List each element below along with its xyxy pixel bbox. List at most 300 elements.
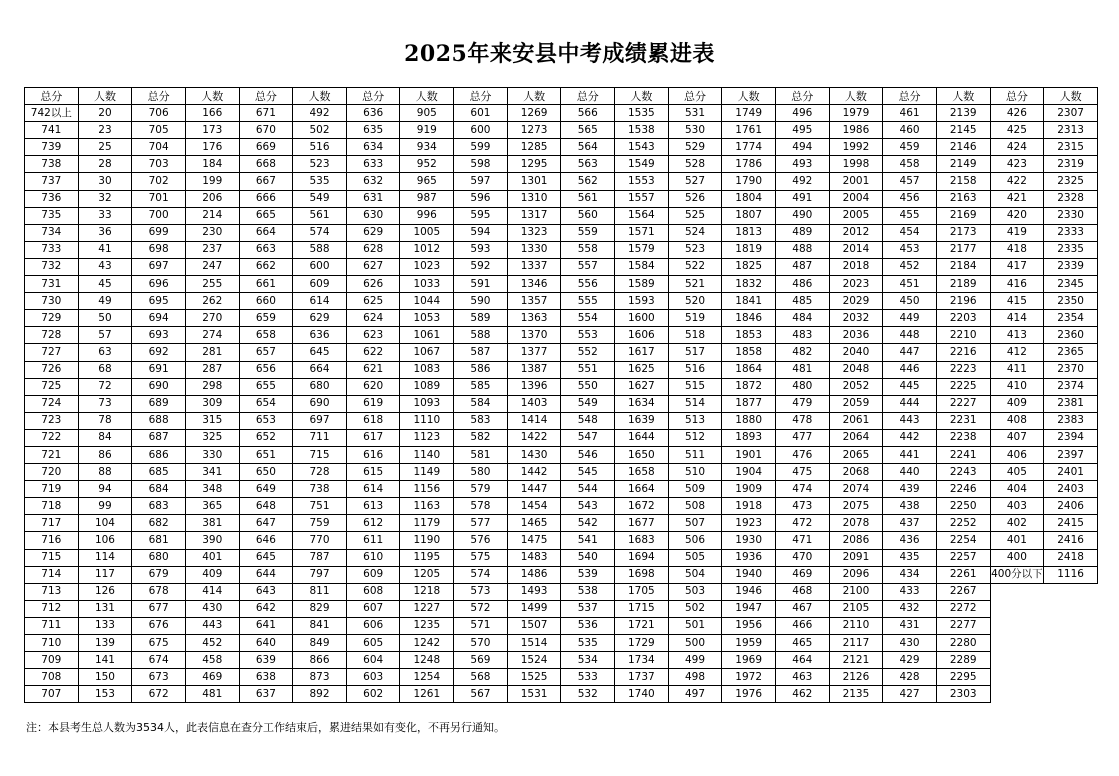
cell-count: 1507	[507, 617, 561, 634]
cell-count: 94	[78, 481, 132, 498]
table-row	[25, 395, 1098, 412]
cell-empty	[1044, 617, 1098, 634]
cell-total-score: 634	[346, 139, 400, 156]
cell-count: 176	[185, 139, 239, 156]
cell-count: 841	[293, 617, 347, 634]
table-row	[25, 361, 1098, 378]
cell-total-score: 721	[25, 446, 79, 463]
cell-total-score: 666	[239, 190, 293, 207]
cell-total-score: 619	[346, 395, 400, 412]
cell-total-score: 561	[561, 190, 615, 207]
table-row	[25, 224, 1098, 241]
cell-total-score: 595	[454, 207, 508, 224]
cell-total-score: 672	[132, 686, 186, 703]
header-total-score: 总分	[239, 88, 293, 105]
table-row	[25, 515, 1098, 532]
cell-total-score: 682	[132, 515, 186, 532]
cell-total-score: 499	[668, 652, 722, 669]
cell-total-score: 506	[668, 532, 722, 549]
cell-total-score: 615	[346, 464, 400, 481]
table-row	[25, 686, 1098, 703]
cell-total-score: 430	[883, 635, 937, 652]
cell-total-score: 719	[25, 481, 79, 498]
cell-total-score: 613	[346, 498, 400, 515]
cell-count: 892	[293, 686, 347, 703]
cell-total-score: 546	[561, 446, 615, 463]
cell-total-score: 601	[454, 105, 508, 122]
cell-count: 2370	[1044, 361, 1098, 378]
cell-count: 2117	[829, 635, 883, 652]
cell-total-score: 462	[775, 686, 829, 703]
cell-count: 2059	[829, 395, 883, 412]
cell-count: 458	[185, 652, 239, 669]
cell-count: 1486	[507, 566, 561, 583]
cell-count: 1123	[400, 429, 454, 446]
table-row	[25, 258, 1098, 275]
cell-total-score: 703	[132, 156, 186, 173]
cell-count: 2325	[1044, 173, 1098, 190]
cell-count: 2210	[936, 327, 990, 344]
cell-total-score: 412	[990, 344, 1044, 361]
cell-total-score: 444	[883, 395, 937, 412]
cell-total-score: 475	[775, 464, 829, 481]
cell-total-score: 558	[561, 241, 615, 258]
cell-total-score: 680	[132, 549, 186, 566]
cell-total-score: 671	[239, 105, 293, 122]
cell-total-score: 722	[25, 429, 79, 446]
cell-total-score: 433	[883, 583, 937, 600]
cell-total-score: 512	[668, 429, 722, 446]
cell-total-score: 643	[239, 583, 293, 600]
cell-total-score: 458	[883, 156, 937, 173]
cell-total-score: 645	[239, 549, 293, 566]
cell-total-score: 555	[561, 293, 615, 310]
cell-total-score: 650	[239, 464, 293, 481]
cell-count: 341	[185, 464, 239, 481]
header-total-score: 总分	[775, 88, 829, 105]
cell-count: 1698	[615, 566, 669, 583]
cell-count: 1254	[400, 669, 454, 686]
cell-total-score: 609	[346, 566, 400, 583]
cell-total-score: 662	[239, 258, 293, 275]
cell-count: 1447	[507, 481, 561, 498]
cell-total-score: 616	[346, 446, 400, 463]
cell-count: 1940	[722, 566, 776, 583]
cell-count: 680	[293, 378, 347, 395]
cell-count: 1864	[722, 361, 776, 378]
cell-total-score: 629	[346, 224, 400, 241]
cell-count: 2075	[829, 498, 883, 515]
cell-empty	[1044, 583, 1098, 600]
cell-count: 1986	[829, 122, 883, 139]
cell-total-score: 565	[561, 122, 615, 139]
cell-count: 1901	[722, 446, 776, 463]
cell-total-score: 435	[883, 549, 937, 566]
cell-count: 1377	[507, 344, 561, 361]
cell-total-score: 699	[132, 224, 186, 241]
cell-total-score: 465	[775, 635, 829, 652]
cell-total-score: 697	[132, 258, 186, 275]
cell-count: 1786	[722, 156, 776, 173]
cell-count: 114	[78, 549, 132, 566]
cell-count: 2061	[829, 412, 883, 429]
cell-count: 1285	[507, 139, 561, 156]
cell-count: 1317	[507, 207, 561, 224]
cell-count: 2315	[1044, 139, 1098, 156]
cell-count: 1606	[615, 327, 669, 344]
table-body	[25, 105, 1098, 703]
cell-count: 141	[78, 652, 132, 669]
cell-count: 2091	[829, 549, 883, 566]
cell-total-score: 529	[668, 139, 722, 156]
cell-total-score: 708	[25, 669, 79, 686]
cell-count: 2280	[936, 635, 990, 652]
cell-count: 1715	[615, 600, 669, 617]
cell-total-score: 605	[346, 635, 400, 652]
cell-total-score: 731	[25, 276, 79, 293]
cell-count: 1918	[722, 498, 776, 515]
cell-count: 262	[185, 293, 239, 310]
table-row	[25, 378, 1098, 395]
cell-count: 133	[78, 617, 132, 634]
cell-total-score: 664	[239, 224, 293, 241]
cell-count: 390	[185, 532, 239, 549]
cell-total-score: 554	[561, 310, 615, 327]
cell-count: 811	[293, 583, 347, 600]
cell-total-score: 729	[25, 310, 79, 327]
cell-count: 166	[185, 105, 239, 122]
cell-count: 1531	[507, 686, 561, 703]
cell-total-score: 741	[25, 122, 79, 139]
cell-count: 25	[78, 139, 132, 156]
cell-total-score: 477	[775, 429, 829, 446]
cell-total-score: 657	[239, 344, 293, 361]
cell-total-score: 547	[561, 429, 615, 446]
header-count: 人数	[722, 88, 776, 105]
cell-total-score: 687	[132, 429, 186, 446]
cell-total-score: 523	[668, 241, 722, 258]
cell-total-score: 570	[454, 635, 508, 652]
cell-count: 409	[185, 566, 239, 583]
cell-count: 2189	[936, 276, 990, 293]
cell-count: 153	[78, 686, 132, 703]
cell-count: 199	[185, 173, 239, 190]
cell-count: 1396	[507, 378, 561, 395]
cell-count: 1273	[507, 122, 561, 139]
cell-total-score: 639	[239, 652, 293, 669]
table-row	[25, 549, 1098, 566]
cell-count: 68	[78, 361, 132, 378]
cell-total-score: 653	[239, 412, 293, 429]
cell-total-score: 725	[25, 378, 79, 395]
cell-count: 1553	[615, 173, 669, 190]
cell-total-score: 409	[990, 395, 1044, 412]
cell-count: 33	[78, 207, 132, 224]
cell-total-score: 637	[239, 686, 293, 703]
cell-count: 2196	[936, 293, 990, 310]
cell-total-score: 507	[668, 515, 722, 532]
cell-count: 1242	[400, 635, 454, 652]
cell-total-score: 670	[239, 122, 293, 139]
cell-count: 2303	[936, 686, 990, 703]
cell-count: 1959	[722, 635, 776, 652]
cell-count: 588	[293, 241, 347, 258]
cell-total-score: 400	[990, 549, 1044, 566]
cell-total-score: 533	[561, 669, 615, 686]
cell-count: 523	[293, 156, 347, 173]
header-total-score: 总分	[346, 88, 400, 105]
cell-count: 2257	[936, 549, 990, 566]
cell-count: 2365	[1044, 344, 1098, 361]
cell-total-score: 428	[883, 669, 937, 686]
table-row	[25, 498, 1098, 515]
header-count: 人数	[936, 88, 990, 105]
table-row	[25, 617, 1098, 634]
cell-count: 1205	[400, 566, 454, 583]
cell-count: 1625	[615, 361, 669, 378]
cell-total-score: 724	[25, 395, 79, 412]
cell-count: 2416	[1044, 532, 1098, 549]
cell-total-score: 668	[239, 156, 293, 173]
header-total-score: 总分	[668, 88, 722, 105]
cell-total-score: 535	[561, 635, 615, 652]
cell-count: 281	[185, 344, 239, 361]
cell-total-score: 560	[561, 207, 615, 224]
cell-total-score: 400分以下	[990, 566, 1044, 583]
cell-count: 787	[293, 549, 347, 566]
cell-total-score: 640	[239, 635, 293, 652]
cell-count: 1644	[615, 429, 669, 446]
cell-total-score: 448	[883, 327, 937, 344]
cell-total-score: 401	[990, 532, 1044, 549]
cell-total-score: 625	[346, 293, 400, 310]
cell-count: 2001	[829, 173, 883, 190]
cell-count: 1442	[507, 464, 561, 481]
cell-total-score: 717	[25, 515, 79, 532]
cell-count: 2100	[829, 583, 883, 600]
cell-count: 1627	[615, 378, 669, 395]
cell-total-score: 686	[132, 446, 186, 463]
cell-total-score: 569	[454, 652, 508, 669]
cell-count: 2005	[829, 207, 883, 224]
cell-total-score: 403	[990, 498, 1044, 515]
cell-total-score: 576	[454, 532, 508, 549]
cell-total-score: 679	[132, 566, 186, 583]
cell-count: 2149	[936, 156, 990, 173]
cell-count: 1946	[722, 583, 776, 600]
cell-count: 2406	[1044, 498, 1098, 515]
cell-count: 1044	[400, 293, 454, 310]
cell-total-score: 575	[454, 549, 508, 566]
cell-total-score: 585	[454, 378, 508, 395]
cell-count: 1301	[507, 173, 561, 190]
cell-total-score: 471	[775, 532, 829, 549]
cell-total-score: 511	[668, 446, 722, 463]
cell-total-score: 691	[132, 361, 186, 378]
cell-count: 829	[293, 600, 347, 617]
cell-total-score: 416	[990, 276, 1044, 293]
cell-count: 1089	[400, 378, 454, 395]
cell-count: 715	[293, 446, 347, 463]
cell-total-score: 534	[561, 652, 615, 669]
cell-total-score: 452	[883, 258, 937, 275]
table-row	[25, 669, 1098, 686]
cell-count: 2243	[936, 464, 990, 481]
cell-total-score: 727	[25, 344, 79, 361]
cell-total-score: 706	[132, 105, 186, 122]
cell-count: 1740	[615, 686, 669, 703]
cell-total-score: 538	[561, 583, 615, 600]
cell-total-score: 483	[775, 327, 829, 344]
cell-total-score: 466	[775, 617, 829, 634]
table-row	[25, 139, 1098, 156]
cell-count: 2023	[829, 276, 883, 293]
cell-count: 1936	[722, 549, 776, 566]
cell-total-score: 701	[132, 190, 186, 207]
cell-total-score: 541	[561, 532, 615, 549]
cell-count: 574	[293, 224, 347, 241]
cell-count: 1841	[722, 293, 776, 310]
cell-count: 117	[78, 566, 132, 583]
cell-total-score: 583	[454, 412, 508, 429]
cell-total-score: 543	[561, 498, 615, 515]
cell-total-score: 550	[561, 378, 615, 395]
cell-total-score: 594	[454, 224, 508, 241]
cell-count: 1525	[507, 669, 561, 686]
cell-total-score: 518	[668, 327, 722, 344]
cell-count: 1872	[722, 378, 776, 395]
cell-total-score: 651	[239, 446, 293, 463]
cell-count: 2383	[1044, 412, 1098, 429]
cell-total-score: 610	[346, 549, 400, 566]
cell-count: 2004	[829, 190, 883, 207]
cell-total-score: 453	[883, 241, 937, 258]
cell-count: 2135	[829, 686, 883, 703]
cell-count: 1749	[722, 105, 776, 122]
cell-total-score: 573	[454, 583, 508, 600]
table-row	[25, 429, 1098, 446]
table-row	[25, 190, 1098, 207]
cell-total-score: 426	[990, 105, 1044, 122]
cell-total-score: 571	[454, 617, 508, 634]
cell-total-score: 642	[239, 600, 293, 617]
cell-total-score: 621	[346, 361, 400, 378]
cell-total-score: 434	[883, 566, 937, 583]
cell-count: 206	[185, 190, 239, 207]
cell-total-score: 711	[25, 617, 79, 634]
cell-count: 759	[293, 515, 347, 532]
cell-count: 2403	[1044, 481, 1098, 498]
cell-count: 481	[185, 686, 239, 703]
cell-total-score: 468	[775, 583, 829, 600]
cell-total-score: 405	[990, 464, 1044, 481]
table-row	[25, 207, 1098, 224]
cell-total-score: 438	[883, 498, 937, 515]
cell-count: 2029	[829, 293, 883, 310]
cell-total-score: 410	[990, 378, 1044, 395]
cell-count: 2096	[829, 566, 883, 583]
cell-count: 1589	[615, 276, 669, 293]
cell-total-score: 736	[25, 190, 79, 207]
cell-total-score: 709	[25, 652, 79, 669]
cell-total-score: 673	[132, 669, 186, 686]
cell-count: 1465	[507, 515, 561, 532]
cell-count: 1524	[507, 652, 561, 669]
cell-count: 270	[185, 310, 239, 327]
cell-total-score: 602	[346, 686, 400, 703]
cell-count: 298	[185, 378, 239, 395]
cell-total-score: 421	[990, 190, 1044, 207]
header-count: 人数	[507, 88, 561, 105]
cell-total-score: 478	[775, 412, 829, 429]
cell-total-score: 522	[668, 258, 722, 275]
cell-count: 1584	[615, 258, 669, 275]
cell-count: 2295	[936, 669, 990, 686]
cell-total-score: 445	[883, 378, 937, 395]
cell-count: 309	[185, 395, 239, 412]
cell-count: 1499	[507, 600, 561, 617]
cell-count: 2401	[1044, 464, 1098, 481]
cell-count: 2267	[936, 583, 990, 600]
cell-total-score: 677	[132, 600, 186, 617]
cell-count: 126	[78, 583, 132, 600]
cell-total-score: 648	[239, 498, 293, 515]
cell-total-score: 455	[883, 207, 937, 224]
table-row	[25, 583, 1098, 600]
cell-count: 43	[78, 258, 132, 275]
cell-count: 535	[293, 173, 347, 190]
cell-total-score: 404	[990, 481, 1044, 498]
cell-count: 50	[78, 310, 132, 327]
cell-count: 1557	[615, 190, 669, 207]
cell-count: 751	[293, 498, 347, 515]
cell-total-score: 581	[454, 446, 508, 463]
cell-total-score: 494	[775, 139, 829, 156]
cell-count: 2328	[1044, 190, 1098, 207]
cell-count: 1819	[722, 241, 776, 258]
cell-count: 78	[78, 412, 132, 429]
cell-count: 401	[185, 549, 239, 566]
cell-count: 139	[78, 635, 132, 652]
cell-count: 287	[185, 361, 239, 378]
cell-count: 2335	[1044, 241, 1098, 258]
cell-count: 636	[293, 327, 347, 344]
cell-total-score: 641	[239, 617, 293, 634]
cell-count: 2014	[829, 241, 883, 258]
cell-total-score: 411	[990, 361, 1044, 378]
cell-count: 1694	[615, 549, 669, 566]
cell-total-score: 425	[990, 122, 1044, 139]
cell-count: 1269	[507, 105, 561, 122]
cell-total-score: 728	[25, 327, 79, 344]
cell-count: 1846	[722, 310, 776, 327]
cell-total-score: 665	[239, 207, 293, 224]
cell-count: 73	[78, 395, 132, 412]
table-row	[25, 173, 1098, 190]
cell-total-score: 622	[346, 344, 400, 361]
cell-total-score: 617	[346, 429, 400, 446]
cell-count: 1549	[615, 156, 669, 173]
cell-total-score: 545	[561, 464, 615, 481]
cell-total-score: 726	[25, 361, 79, 378]
header-total-score: 总分	[25, 88, 79, 105]
cell-count: 2052	[829, 378, 883, 395]
cell-count: 1593	[615, 293, 669, 310]
cell-total-score: 723	[25, 412, 79, 429]
cell-total-score: 502	[668, 600, 722, 617]
cell-total-score: 472	[775, 515, 829, 532]
cell-count: 690	[293, 395, 347, 412]
